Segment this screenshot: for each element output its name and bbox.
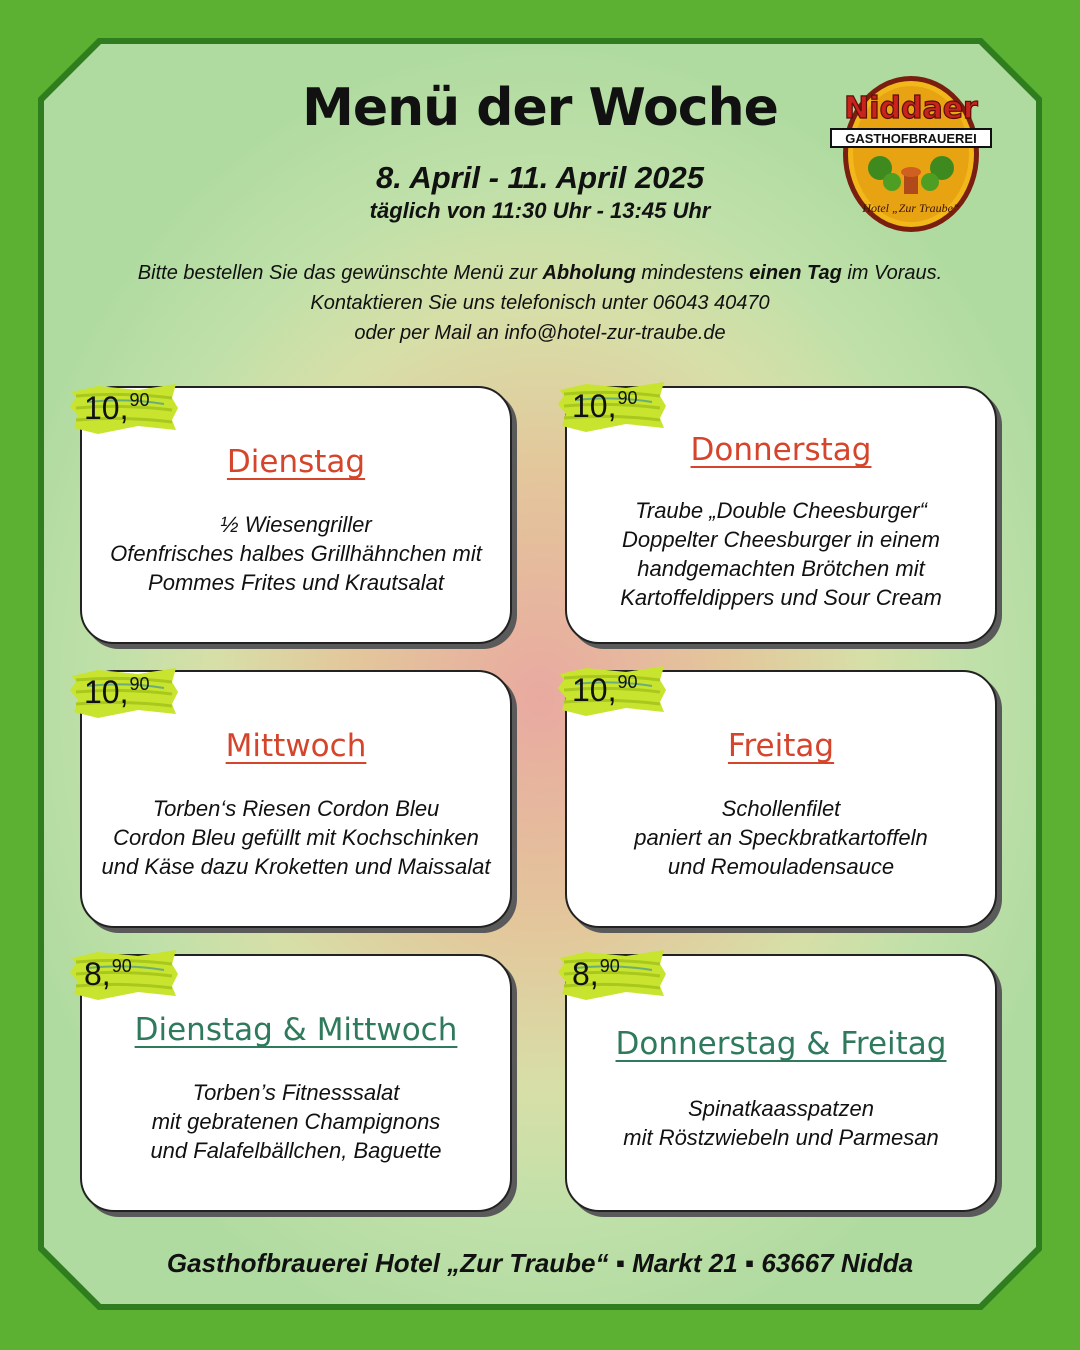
price-tag <box>68 666 180 720</box>
price-cents: 90 <box>599 956 620 976</box>
menu-description-line: Kartoffeldippers und Sour Cream <box>620 585 942 610</box>
menu-day: Donnerstag & Freitag <box>615 1026 947 1062</box>
price-tag <box>68 948 180 1002</box>
price-cents: 90 <box>129 390 150 410</box>
menu-description-line: Spinatkaasspatzen <box>688 1096 874 1121</box>
menu-description <box>567 1094 995 1152</box>
price-cents: 90 <box>111 956 132 976</box>
menu-description-line: Cordon Bleu gefüllt mit Kochschinken <box>113 825 479 850</box>
price-tag <box>556 380 668 434</box>
page-title: Menü der Woche <box>302 78 778 138</box>
menu-description-line: Pommes Frites und Krautsalat <box>148 570 444 595</box>
menu-description <box>567 496 995 612</box>
price-label <box>572 388 638 425</box>
menu-description-line: und Remouladensauce <box>667 854 895 879</box>
menu-description-line: Doppelter Cheesburger in einem <box>622 527 940 552</box>
price-label <box>572 672 638 709</box>
logo-brand: Niddaer <box>844 91 978 126</box>
menu-description-line: und Falafelbällchen, Baguette <box>150 1138 442 1163</box>
menu-description-line: und Käse dazu Kroketten und Maissalat <box>101 854 491 879</box>
price-main: 10, <box>572 388 617 424</box>
menu-day: Dienstag & Mittwoch <box>134 1012 458 1048</box>
price-main: 10, <box>572 672 617 708</box>
menu-description <box>82 510 510 597</box>
price-label <box>84 956 132 993</box>
menu-description-line: Schollenfilet <box>721 796 841 821</box>
logo-banner: GASTHOFBRAUEREI <box>845 131 977 146</box>
order-info <box>0 258 1080 348</box>
brewery-logo <box>830 66 992 236</box>
menu-description-line: Torben’s Fitnesssalat <box>192 1080 400 1105</box>
menu-day: Donnerstag <box>690 432 872 468</box>
footer-address: Gasthofbrauerei Hotel „Zur Traube“ ▪ Markt 21 ▪ 63667 Nidda <box>166 1248 914 1278</box>
price-label <box>572 956 620 993</box>
menu-day: Freitag <box>727 728 835 764</box>
price-cents: 90 <box>617 388 638 408</box>
menu-description <box>567 794 995 881</box>
price-tag <box>556 948 668 1002</box>
price-tag <box>556 664 668 718</box>
date-range: 8. April - 11. April 2025 <box>376 160 704 195</box>
price-main: 8, <box>572 956 599 992</box>
menu-description-line: mit gebratenen Champignons <box>151 1109 441 1134</box>
menu-description-line: ½ Wiesengriller <box>220 512 372 537</box>
price-label <box>84 674 150 711</box>
menu-description-line: Torben‘s Riesen Cordon Bleu <box>152 796 440 821</box>
order-info-line-2: Kontaktieren Sie uns telefonisch unter 06043 40470 <box>310 292 770 314</box>
menu-description <box>82 794 510 881</box>
price-main: 10, <box>84 390 129 426</box>
price-label <box>84 390 150 427</box>
price-tag <box>68 382 180 436</box>
menu-day: Dienstag <box>226 444 366 480</box>
order-info-line-1: Bitte bestellen Sie das gewünschte Menü zur Abholung mindestens einen Tag im Voraus. <box>137 262 943 284</box>
menu-description-line: Traube „Double Cheesburger“ <box>635 498 927 523</box>
menu-description <box>82 1078 510 1165</box>
order-info-line-3: oder per Mail an info@hotel-zur-traube.de <box>354 322 726 344</box>
logo-subtitle: Hotel „Zur Traube“ <box>862 201 960 215</box>
opening-hours: täglich von 11:30 Uhr - 13:45 Uhr <box>369 198 711 223</box>
price-main: 8, <box>84 956 111 992</box>
price-main: 10, <box>84 674 129 710</box>
menu-description-line: mit Röstzwiebeln und Parmesan <box>623 1125 939 1150</box>
price-cents: 90 <box>617 672 638 692</box>
price-cents: 90 <box>129 674 150 694</box>
menu-description-line: Ofenfrisches halbes Grillhähnchen mit <box>110 541 482 566</box>
menu-day: Mittwoch <box>225 728 367 764</box>
menu-description-line: paniert an Speckbratkartoffeln <box>634 825 928 850</box>
menu-description-line: handgemachten Brötchen mit <box>637 556 925 581</box>
